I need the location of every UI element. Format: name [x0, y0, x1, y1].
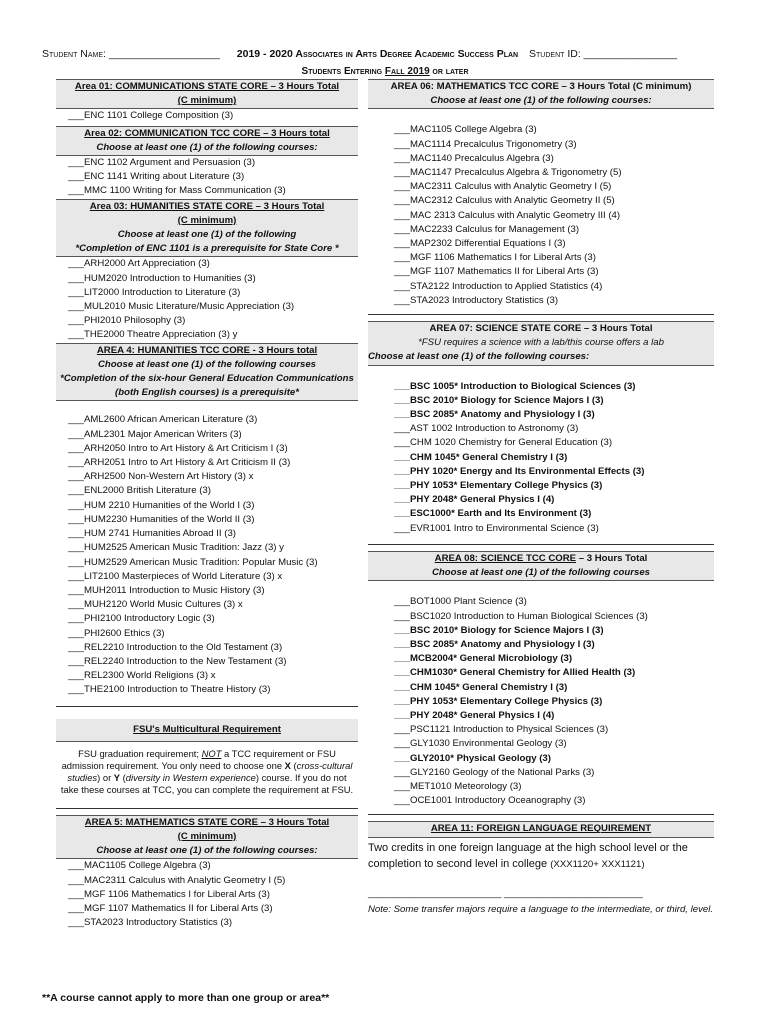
course-item: ___GLY1030 Environmental Geology (3) [394, 738, 567, 750]
course-item: ___MAC2311 Calculus with Analytic Geometry I (5) [68, 874, 286, 886]
area05-title: AREA 5: MATHEMATICS STATE CORE – 3 Hours Total (C minimum) [84, 816, 330, 842]
course-item: ___MAC 2313 Calculus with Analytic Geometry III (4) [394, 209, 621, 221]
area02-title: Area 02: COMMUNICATION TCC CORE – 3 Hours total [84, 127, 330, 139]
course-item: ___STA2023 Introductory Statistics (3) [68, 917, 233, 929]
course-item: ___MUH2120 World Music Cultures (3) x [68, 599, 243, 611]
course-item: ___ENC 1102 Argument and Persuasion (3) [68, 157, 256, 169]
course-item: ___MAC1105 College Algebra (3) [68, 860, 211, 872]
course-item: ___MUL2010 Music Literature/Music Appreciation (3) [68, 301, 295, 313]
course-item: ___GLY2010* Physical Geology (3) [394, 752, 551, 764]
area07-subtitle: Choose at least one (1) of the following courses: [368, 351, 590, 363]
fsu-note: FSU graduation requirement; NOT a TCC requirement or FSU admission requirement. You only need to choose one X (cross-cultural studies) or Y (diversity in Western experience) course. If you do not take these courses at TCC, you can complete the requirement at FSU. [60, 747, 354, 795]
course-item: ___MAC2312 Calculus with Analytic Geometry II (5) [394, 195, 615, 207]
course-item: ___REL2300 World Religions (3) x [68, 670, 216, 682]
footer-note: **A course cannot apply to more than one group or area** [42, 992, 330, 1004]
course-item: ___MAC1140 Precalculus Algebra (3) [394, 152, 554, 164]
course-item: ___HUM 2210 Humanities of the World I (3) [68, 499, 255, 511]
area06-title: AREA 06: MATHEMATICS TCC CORE – 3 Hours Total (C minimum) [390, 81, 692, 92]
left-column [56, 79, 358, 930]
divider [368, 544, 714, 545]
course-item: ___CHM 1020 Chemistry for General Education (3) [394, 437, 613, 449]
course-item: ___ENC 1101 College Composition (3) [68, 110, 234, 122]
course-item: ___THE2100 Introduction to Theatre History (3) [68, 684, 271, 696]
course-item: ___PHY 2048* General Physics I (4) [394, 709, 555, 721]
course-item: ___CHM 1045* General Chemistry I (3) [394, 451, 568, 463]
area08-subtitle: Choose at least one (1) of the following courses [431, 567, 651, 579]
course-item: ___LIT2100 Masterpieces of World Literature (3) x [68, 570, 283, 582]
course-item: ___ENL2000 British Literature (3) [68, 485, 211, 497]
area11-header [368, 821, 714, 837]
course-item: ___REL2210 Introduction to the Old Testament (3) [68, 641, 283, 653]
fsu-title: FSU's Multicultural Requirement [133, 723, 281, 735]
course-item: ___MGF 1106 Mathematics I for Liberal Arts (3) [68, 888, 270, 900]
course-item: ___ESC1000* Earth and Its Environment (3) [394, 508, 592, 520]
course-item: ___ENC 1141 Writing about Literature (3) [68, 171, 245, 183]
course-item: ___LIT2000 Introduction to Literature (3) [68, 286, 241, 298]
course-item: ___MGF 1107 Mathematics II for Liberal Arts (3) [68, 902, 273, 914]
area06-list [368, 123, 714, 308]
course-item: ___MUH2011 Introduction to Music History (3) [68, 584, 265, 596]
course-item: ___MAC2311 Calculus with Analytic Geometry I (5) [394, 181, 612, 193]
course-item: ___AML2600 African American Literature (3) [68, 414, 258, 426]
course-item: ___MET1010 Meteorology (3) [394, 780, 522, 792]
course-item: ___ARH2050 Intro to Art History & Art Criticism I (3) [68, 442, 288, 454]
course-item: ___STA2122 Introduction to Applied Statistics (4) [394, 280, 603, 292]
course-item: ___PHI2010 Philosophy (3) [68, 315, 186, 327]
fall-term: Fall 2019 [384, 66, 430, 77]
course-item: ___GLY2160 Geology of the National Parks (3) [394, 766, 595, 778]
area03-subtitle: Choose at least one (1) of the following [117, 229, 297, 241]
course-item: ___HUM2230 Humanities of the World II (3) [68, 513, 255, 525]
course-item: ___MGF 1106 Mathematics I for Liberal Arts (3) [394, 252, 596, 264]
divider [368, 814, 714, 815]
student-name-label: Student Name: ___________________ [42, 48, 220, 60]
course-item: ___MAC1114 Precalculus Trigonometry (3) [394, 138, 577, 150]
course-item: ___PHY 2048* General Physics I (4) [394, 494, 555, 506]
course-item: ___BSC 2010* Biology for Science Majors I (3) [394, 394, 604, 406]
area04-title: AREA 4: HUMANITIES TCC CORE - 3 Hours total [96, 344, 318, 356]
area07-header [368, 321, 714, 366]
course-item: ___ARH2500 Non-Western Art History (3) x [68, 471, 254, 483]
area11-note: Note: Some transfer majors require a language to the intermediate, or third, level. [368, 903, 714, 915]
course-item: ___HUM 2741 Humanities Abroad II (3) [68, 528, 236, 540]
area04-prereq: *Completion of the six-hour General Education Communications (both English courses) is a prerequisite* [60, 373, 354, 399]
course-item: ___MAC1105 College Algebra (3) [394, 124, 537, 136]
course-item: ___AST 1002 Introduction to Astronomy (3) [394, 423, 579, 435]
divider [56, 706, 358, 707]
area08-title: AREA 08: SCIENCE TCC CORE – 3 Hours Total [434, 552, 648, 564]
course-item: ___MMC 1100 Writing for Mass Communication (3) [68, 185, 286, 197]
right-column [368, 79, 714, 917]
course-item: ___PHI2600 Ethics (3) [68, 627, 165, 639]
area05-list [56, 859, 358, 930]
page-header [42, 48, 732, 60]
area08-header [368, 551, 714, 581]
course-item: ___BSC1020 Introduction to Human Biological Sciences (3) [394, 610, 648, 622]
course-item: ___HUM2020 Introduction to Humanities (3) [68, 272, 256, 284]
area05-header [56, 815, 358, 860]
divider [56, 808, 358, 809]
area07-list [368, 380, 714, 536]
area03-header [56, 199, 358, 258]
course-item: ___BSC 1005* Introduction to Biological Sciences (3) [394, 380, 636, 392]
course-item: ___EVR1001 Intro to Environmental Science (3) [394, 522, 599, 534]
area02-list [56, 156, 358, 199]
course-item: ___STA2023 Introductory Statistics (3) [394, 294, 559, 306]
area02-subtitle: Choose at least one (1) of the following courses: [96, 141, 318, 153]
course-item: ___MGF 1107 Mathematics II for Liberal Arts (3) [394, 266, 599, 278]
area03-prereq: *Completion of ENC 1101 is a prerequisite for State Core * [75, 243, 339, 255]
area01-list [56, 109, 358, 123]
course-item: ___BOT1000 Plant Science (3) [394, 596, 527, 608]
course-item: ___CHM 1045* General Chemistry I (3) [394, 681, 568, 693]
course-item: ___HUM2525 American Music Tradition: Jazz (3) y [68, 542, 284, 554]
course-item: ___AML2301 Major American Writers (3) [68, 428, 242, 440]
document-title: 2019 - 2020 Associates in Arts Degree Academic Success Plan [236, 48, 519, 60]
signature-lines: _________________________ __________________________ [368, 887, 643, 899]
course-item: ___THE2000 Theatre Appreciation (3) y [68, 329, 238, 341]
course-item: ___BSC 2085* Anatomy and Physiology I (3) [394, 638, 595, 650]
area04-list [56, 413, 358, 697]
document-subtitle: Students Entering Fall 2019 or later [301, 66, 469, 77]
area06-header [368, 79, 714, 109]
area01-title: Area 01: COMMUNICATIONS STATE CORE – 3 Hours Total (C minimum) [74, 81, 340, 107]
divider [368, 314, 714, 315]
course-item: ___ARH2000 Art Appreciation (3) [68, 258, 210, 270]
fsu-header [56, 719, 358, 742]
course-item: ___REL2240 Introduction to the New Testament (3) [68, 655, 287, 667]
area11-title: AREA 11: FOREIGN LANGUAGE REQUIREMENT [430, 823, 652, 835]
course-item: ___MAP2302 Differential Equations I (3) [394, 238, 566, 250]
area06-subtitle: Choose at least one (1) of the following courses: [430, 95, 652, 107]
course-item: ___MCB2004* General Microbiology (3) [394, 653, 573, 665]
course-item: ___PSC1121 Introduction to Physical Sciences (3) [394, 724, 609, 736]
area04-subtitle: Choose at least one (1) of the following courses [97, 358, 317, 370]
area07-lab-note: *FSU requires a science with a lab/this course offers a lab [418, 337, 664, 349]
course-item: ___MAC1147 Precalculus Algebra & Trigonometry (5) [394, 167, 622, 179]
area08-list [368, 595, 714, 808]
course-item: ___PHY 1020* Energy and Its Environmental Effects (3) [394, 465, 645, 477]
course-item: ___ARH2051 Intro to Art History & Art Criticism II (3) [68, 457, 291, 469]
course-item: ___CHM1030* General Chemistry for Allied Health (3) [394, 667, 636, 679]
course-item: ___BSC 2010* Biology for Science Majors I (3) [394, 624, 604, 636]
course-item: ___HUM2529 American Music Tradition: Popular Music (3) [68, 556, 318, 568]
area01-header [56, 79, 358, 109]
area05-subtitle: Choose at least one (1) of the following courses: [96, 845, 318, 857]
area03-list [56, 257, 358, 342]
area04-header [56, 343, 358, 402]
area07-title: AREA 07: SCIENCE STATE CORE – 3 Hours Total [429, 323, 653, 335]
course-item: ___PHY 1053* Elementary College Physics (3) [394, 480, 603, 492]
area03-title: Area 03: HUMANITIES STATE CORE – 3 Hours Total (C minimum) [89, 200, 325, 226]
course-item: ___PHY 1053* Elementary College Physics (3) [394, 695, 603, 707]
area11-text: Two credits in one foreign language at the high school level or the completion to second level in college (XXX1120+ XXX1121) [368, 841, 688, 870]
course-item: ___BSC 2085* Anatomy and Physiology I (3) [394, 409, 595, 421]
course-item: ___OCE1001 Introductory Oceanography (3) [394, 795, 586, 807]
area02-header [56, 126, 358, 156]
course-item: ___PHI2100 Introductory Logic (3) [68, 613, 215, 625]
student-id-label: Student ID: ________________ [529, 48, 678, 60]
course-item: ___MAC2233 Calculus for Management (3) [394, 223, 580, 235]
